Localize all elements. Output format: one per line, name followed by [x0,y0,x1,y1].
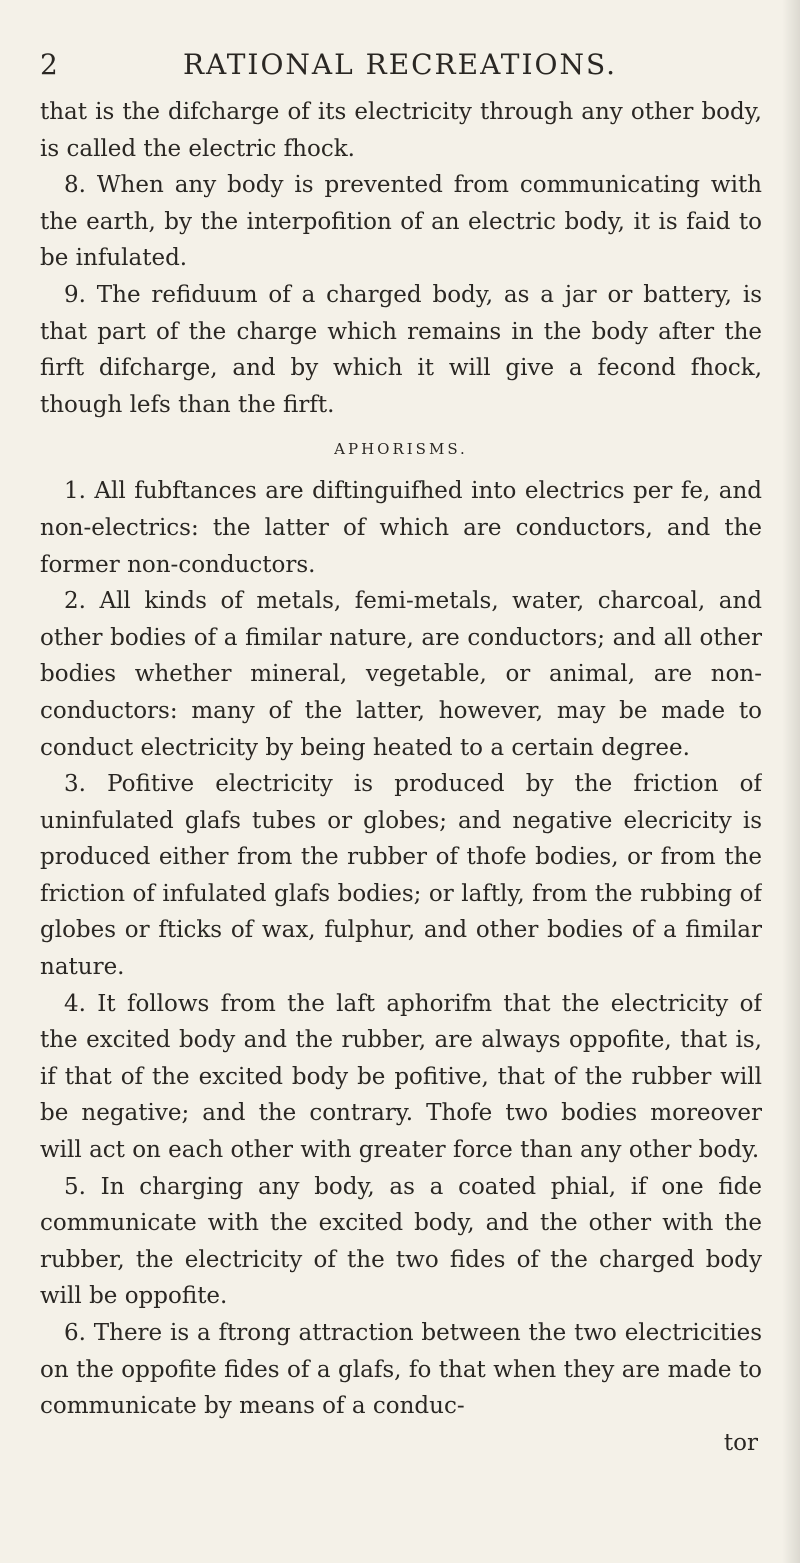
definition-8: 8. When any body is prevented from communicating with the earth, by the interpofition of an electric body, it is faid to be infulated. [40,172,762,272]
aphorism-1: 1. All fubftances are diftinguifhed into electrics per fe, and non-electrics: the latter of which are conductors, and the former non-conductors. [40,478,762,578]
catchword: tor [723,1429,758,1456]
aphorism-3: 3. Pofitive electricity is produced by the friction of uninfulated glafs tubes or globes; and negative elecricity is produced either from the rubber of thofe bodies, or from the friction of infulated glafs bodies; or laftly, from the rubbing of globes or fticks of wax, fulphur, and other bodies of a fimilar nature. [40,771,762,981]
aphorism-5: 5. In charging any body, as a coated phial, if one fide communicate with the excited body, and the other with the rubber, the electricity of the two fides of the charged body will be oppofite. [40,1173,762,1310]
page-edge-shadow [782,0,800,1563]
running-title: RATIONAL RECREATIONS. [182,48,618,81]
aphorism-2: 2. All kinds of metals, femi-metals, water, charcoal, and other bodies of a fimilar nature, are conductors; and all other bodies whether mineral, vegetable, or animal, are non-conductors: many of the latter, however, may be made to conduct electricity by being heated to a certain degree. [40,588,762,761]
aphorism-4: 4. It follows from the laft aphorifm that the electricity of the excited body and the rubber, are always oppofite, that is, if that of the excited body be pofitive, that of the rubber will be negative; and the contrary. Thofe two bodies moreover will act on each other with greater force than any other body. [40,990,762,1164]
page-number: 2 [40,48,59,81]
definition-9: 9. The refiduum of a charged body, as a jar or battery, is that part of the charge which remains in the body after the firft difcharge, and by which it will give a fecond fhock, though lefs than the firft. [40,281,762,418]
section-heading: APHORISMS. [334,440,468,459]
aphorism-6: 6. There is a ftrong attraction between the two electricities on the oppofite fides of a glafs, fo that when they are made to communicate by means of a conduc- [40,1320,762,1420]
book-page [40,48,762,1538]
paragraph-continued: that is the difcharge of its electricity through any other body, is called the electric fhock. [40,99,762,162]
page-header [40,48,762,92]
page-body [40,94,762,1461]
